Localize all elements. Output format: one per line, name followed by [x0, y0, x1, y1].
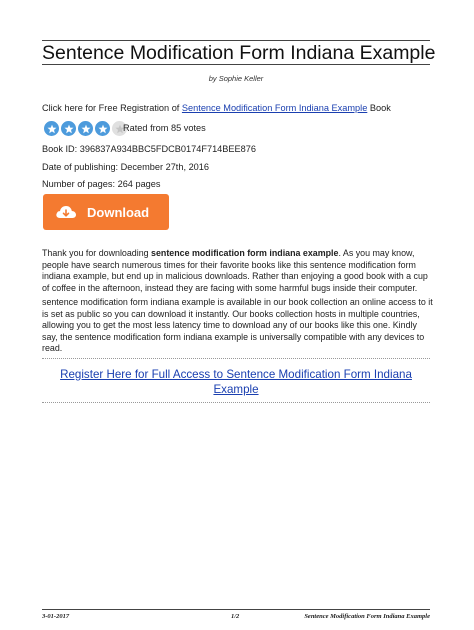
- registration-line: [42, 103, 391, 113]
- star-icon: [61, 121, 76, 136]
- register-block: [42, 367, 430, 397]
- top-rule: [42, 40, 430, 41]
- star-icon: [95, 121, 110, 136]
- title-rule: [42, 64, 430, 65]
- author-line: by Sophie Keller: [208, 74, 264, 83]
- document-title: Sentence Modification Form Indiana Example: [42, 42, 436, 64]
- star-icon: [78, 121, 93, 136]
- registration-suffix: Book: [367, 103, 391, 113]
- intro-text-bold: sentence modification form indiana example: [151, 248, 339, 258]
- page-count: Number of pages: 264 pages: [42, 179, 161, 189]
- divider-bottom: [42, 402, 430, 403]
- register-link[interactable]: Register Here for Full Access to Sentence Modification Form Indiana Example: [60, 368, 412, 396]
- star-icon: [44, 121, 59, 136]
- footer-page: 1/2: [231, 613, 240, 620]
- book-id: Book ID: 396837A934BBC5FDCB0174F714BEE876: [42, 144, 257, 154]
- intro-paragraph: [42, 248, 434, 294]
- footer-title: Sentence Modification Form Indiana Example: [304, 613, 430, 620]
- availability-paragraph: sentence modification form indiana example is available in our book collection an online access to it is set as public so you can download it instantly. Our books collection hosts in multiple countries, allowing you to get the most less latency time to download any of our books like this one. Kindly say, the sentence modification form indiana example is universally compatible with any devices to read.: [42, 297, 433, 354]
- download-button[interactable]: [43, 194, 169, 230]
- footer-rule: [42, 609, 430, 610]
- footer-date: 3-01-2017: [42, 613, 70, 620]
- star-rating: [44, 121, 127, 136]
- cloud-download-icon: [55, 204, 77, 220]
- download-label: Download: [87, 204, 150, 220]
- rating-text: Rated from 85 votes: [123, 123, 206, 133]
- intro-text-a: Thank you for downloading: [42, 248, 152, 258]
- intro-text-b: . As you may know, people have search numerous times for their favorite books like this sentence modification form indiana example, but end up in malicious downloads. Rather than enjoying a good book with a cup of coffee in the afternoon, instead they are facing with some harmful bugs inside their computer.: [42, 248, 428, 293]
- publish-date: Date of publishing: December 27th, 2016: [42, 162, 210, 172]
- registration-link[interactable]: Sentence Modification Form Indiana Example: [181, 103, 368, 113]
- divider-top: [42, 358, 430, 359]
- registration-prefix: Click here for Free Registration of: [42, 103, 182, 113]
